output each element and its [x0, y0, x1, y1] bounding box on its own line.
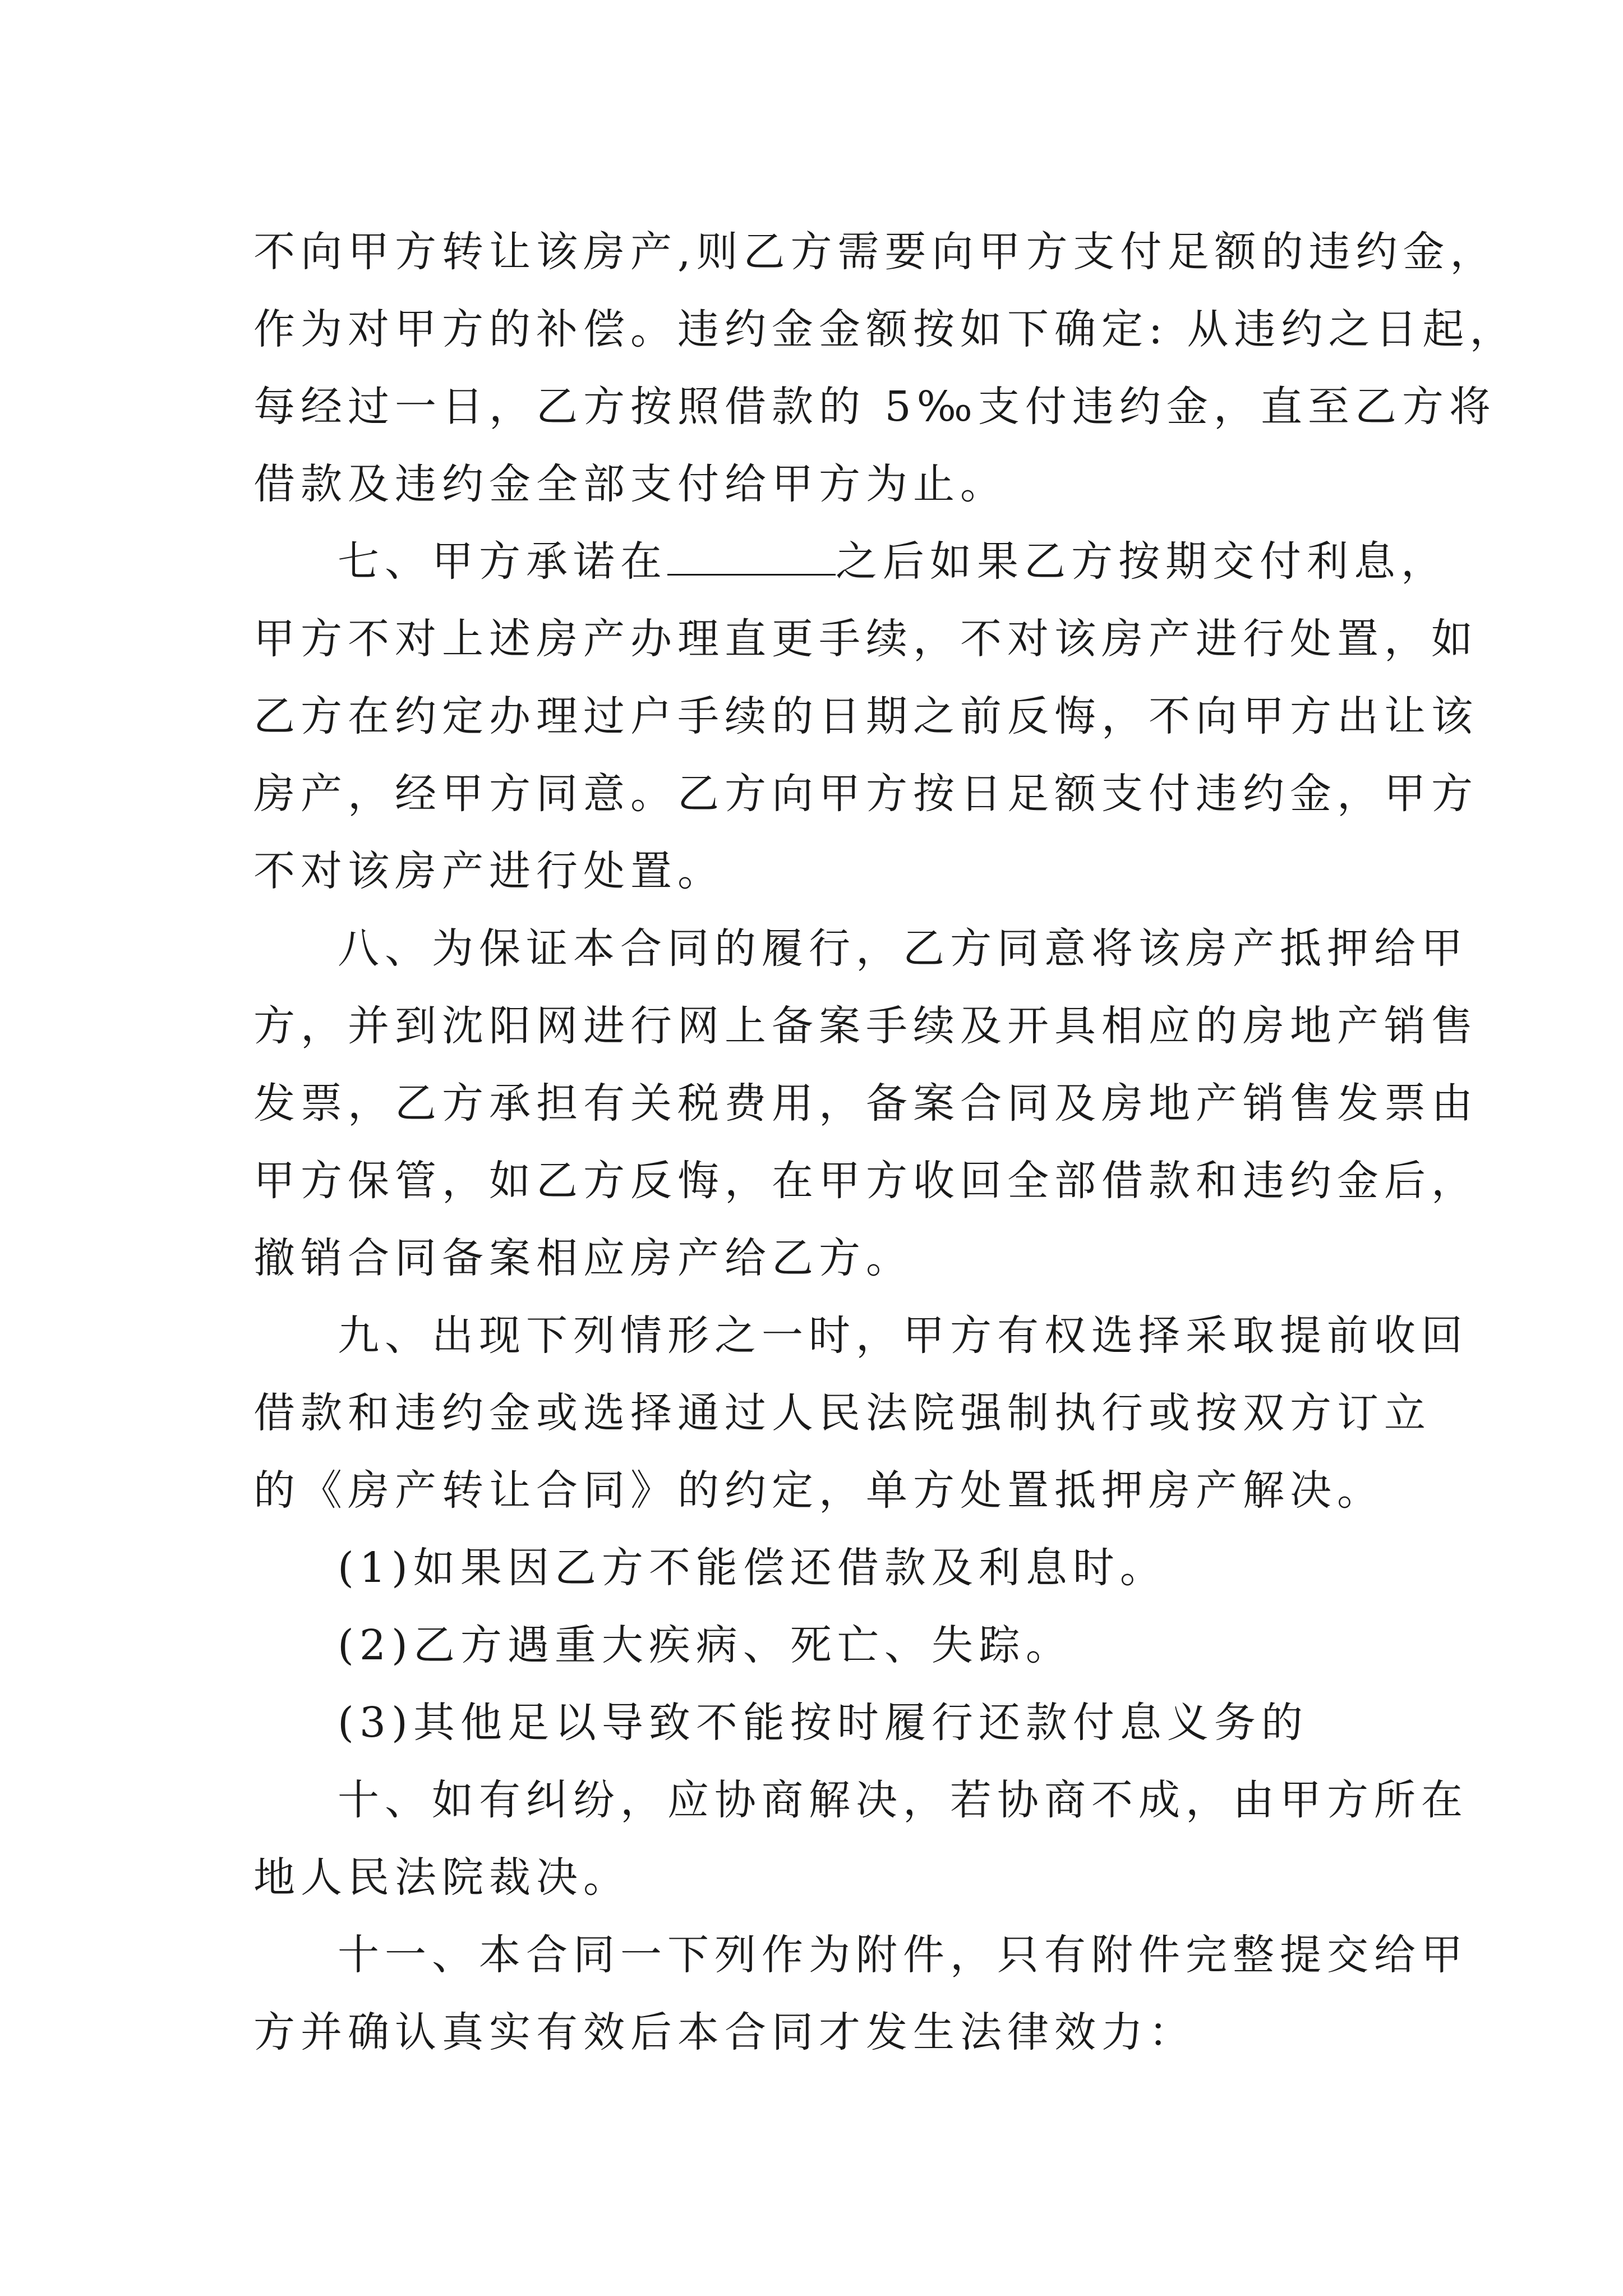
clause-nine-first-line: 九、出现下列情形之一时，甲方有权选择采取提前收回 [338, 1312, 1468, 1360]
text-line: 借款和违约金或选择通过人民法院强制执行或按双方订立 [253, 1389, 1431, 1437]
fill-in-blank [667, 535, 836, 576]
contract-body [253, 213, 1517, 2071]
text-line: 方，并到沈阳网进行网上备案手续及开具相应的房地产销售 [253, 1002, 1478, 1050]
clause-eight-first-line: 八、为保证本合同的履行，乙方同意将该房产抵押给甲 [338, 924, 1468, 973]
clause-eleven-first-line: 十一、本合同一下列作为附件，只有附件完整提交给甲 [338, 1931, 1468, 1979]
clause-seven-tail: 之后如果乙方按期交付利息， [836, 537, 1448, 586]
list-item-1: (1)如果因乙方不能偿还借款及利息时。 [338, 1544, 1167, 1592]
text-line: 甲方保管，如乙方反悔，在甲方收回全部借款和违约金后， [253, 1157, 1478, 1205]
text-line: 甲方不对上述房产办理直更手续，不对该房产进行处置，如 [253, 615, 1478, 663]
text-line: 方并确认真实有效后本合同才发生法律效力： [253, 2008, 1196, 2056]
text-line: 不对该房产进行处置。 [253, 847, 725, 895]
text-line: 借款及违约金全部支付给甲方为止。 [253, 460, 1007, 508]
list-item-3: (3)其他足以导致不能按时履行还款付息义务的 [338, 1699, 1308, 1747]
clause-ten-first-line: 十、如有纠纷，应协商解决，若协商不成，由甲方所在 [338, 1776, 1468, 1824]
text-line: 发票，乙方承担有关税费用，备案合同及房地产销售发票由 [253, 1079, 1478, 1128]
clause-seven-first-line [253, 523, 1448, 600]
list-item-2: (2)乙方遇重大疾病、死亡、失踪。 [338, 1621, 1073, 1669]
text-line: 地人民法院裁决。 [253, 1853, 630, 1902]
text-line: 的《房产转让合同》的约定，单方处置抵押房产解决。 [253, 1466, 1384, 1515]
text-line: 撤销合同备案相应房产给乙方。 [253, 1234, 913, 1282]
text-line: 不向甲方转让该房产,则乙方需要向甲方支付足额的违约金， [253, 228, 1497, 276]
clause-seven-lead: 七、甲方承诺在 [338, 537, 667, 586]
text-line: 乙方在约定办理过户手续的日期之前反悔，不向甲方出让该 [253, 692, 1478, 740]
text-line: 每经过一日，乙方按照借款的 5‰支付违约金，直至乙方将 [253, 383, 1496, 431]
text-line: 作为对甲方的补偿。违约金金额按如下确定: 从违约之日起， [253, 305, 1517, 353]
text-line: 房产，经甲方同意。乙方向甲方按日足额支付违约金，甲方 [253, 770, 1478, 818]
